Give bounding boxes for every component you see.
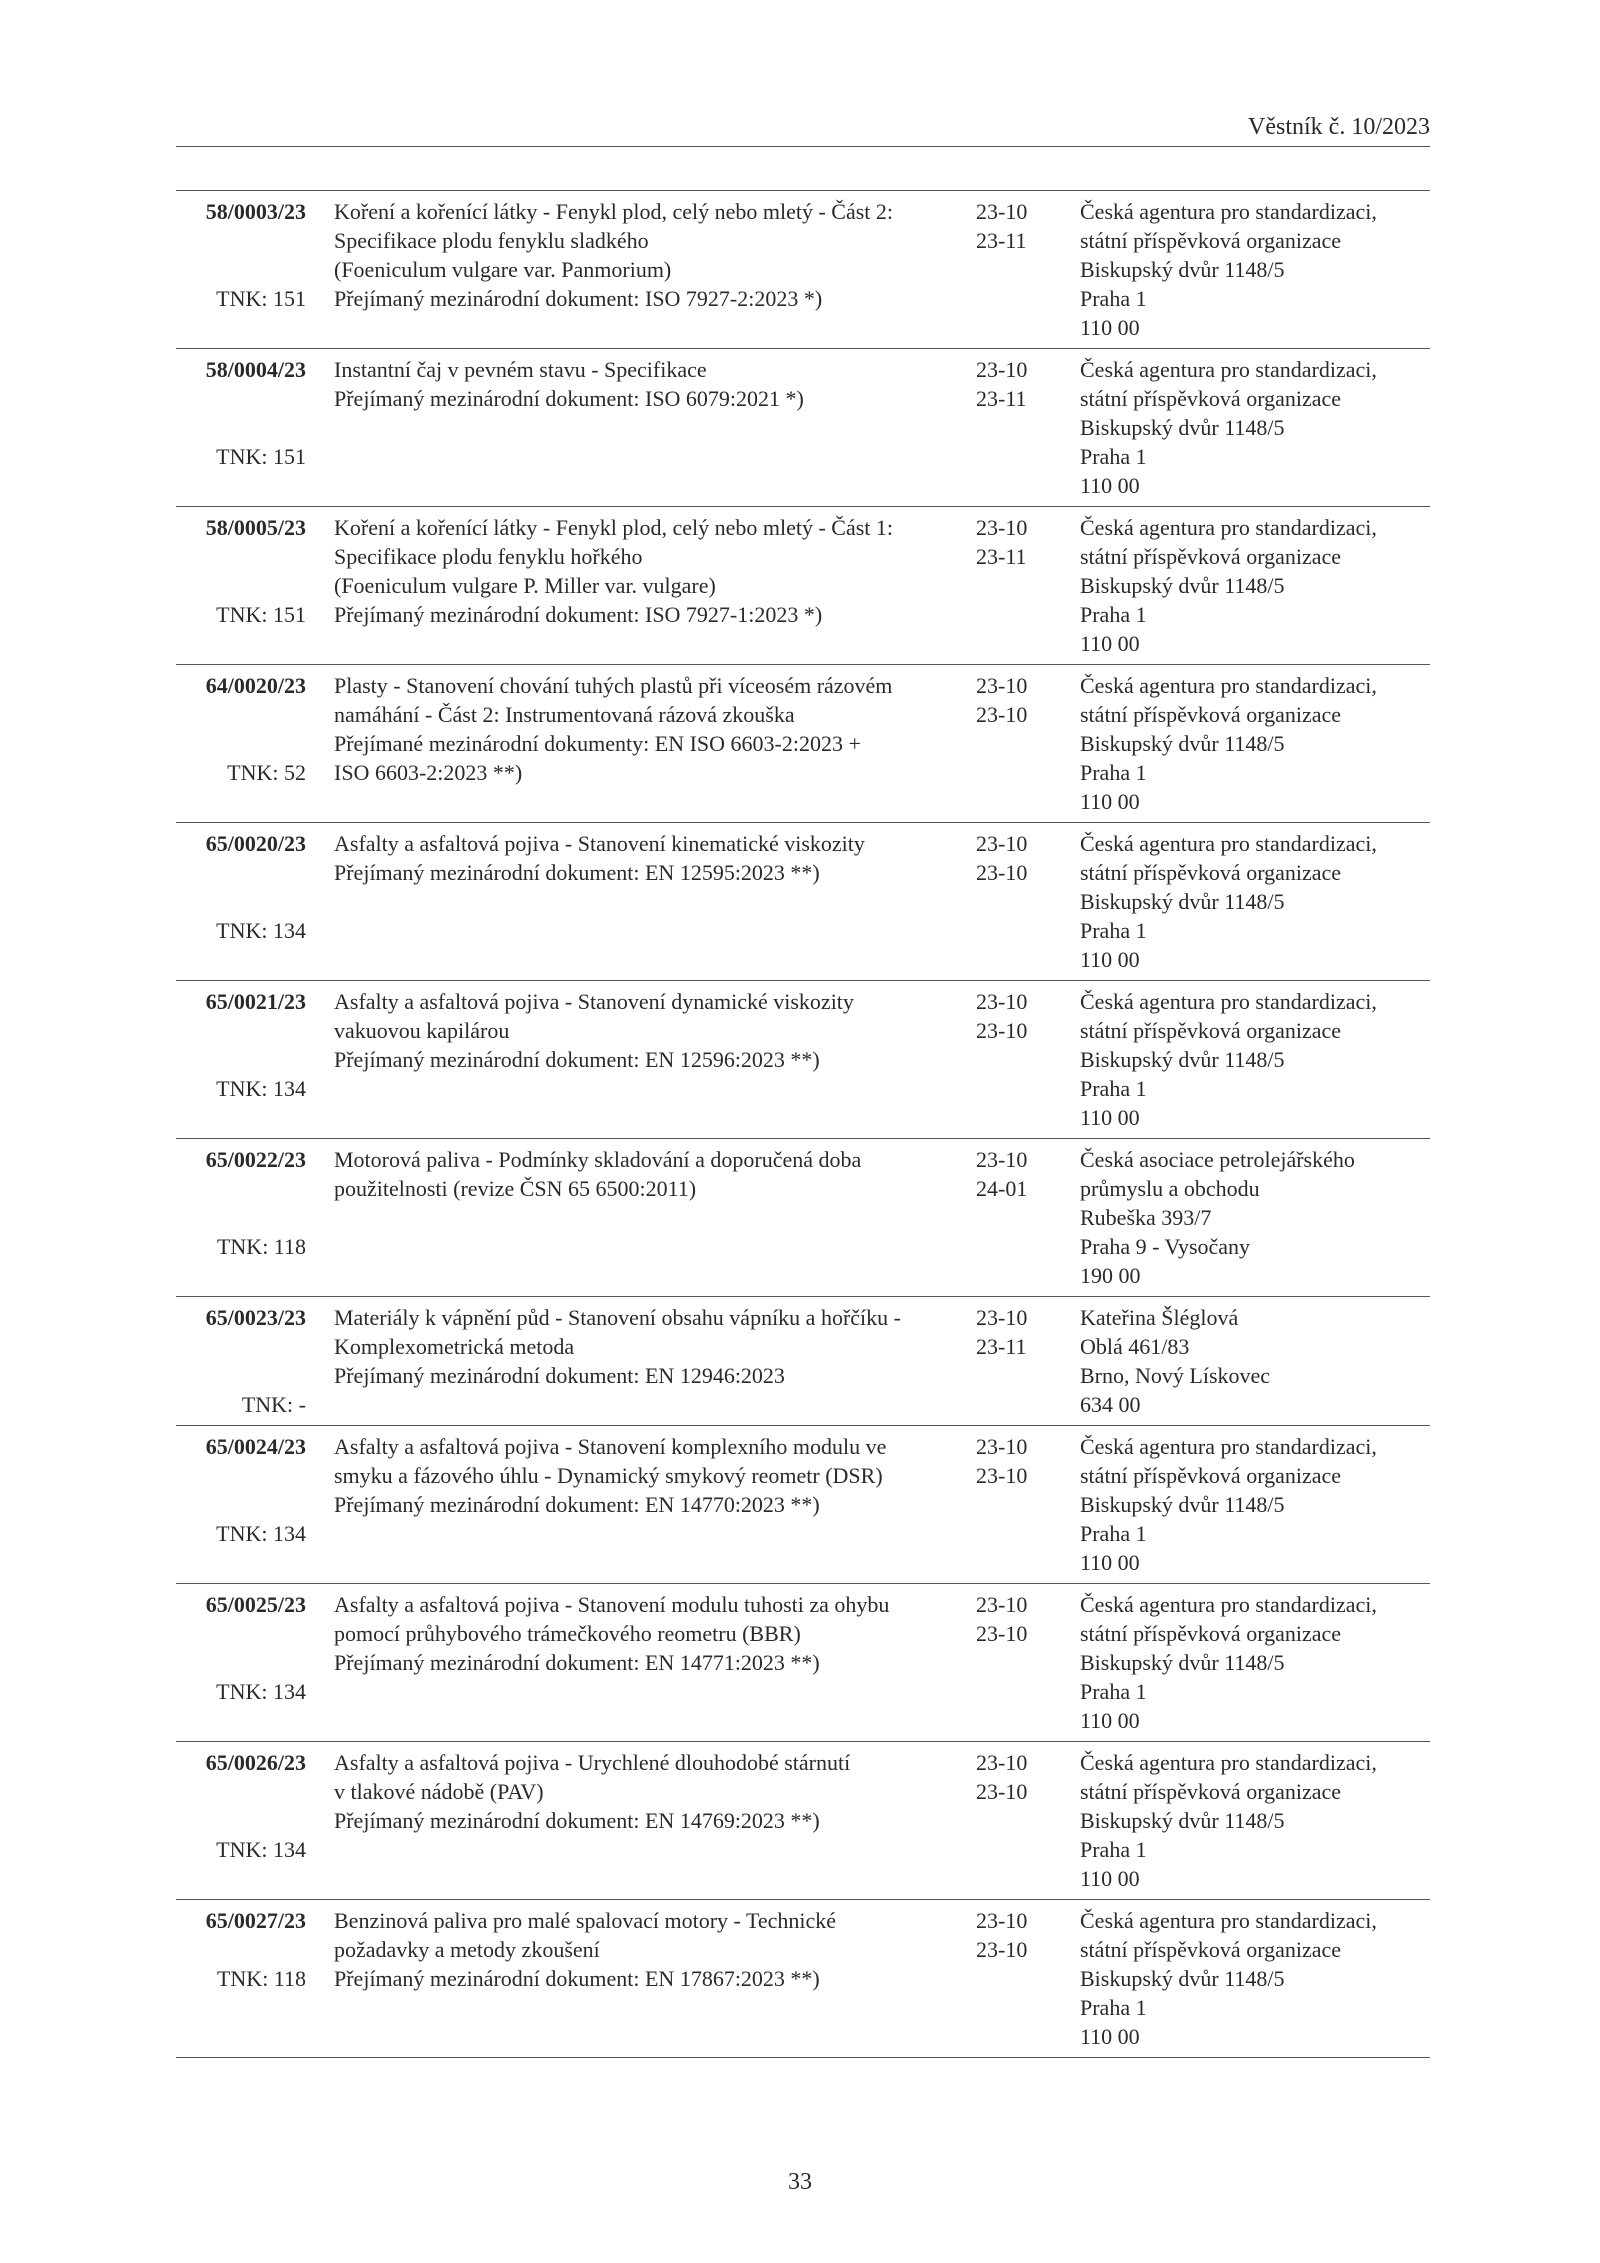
title-line: Přejímaný mezinárodní dokument: EN 17867:2023 **) xyxy=(334,1966,820,1991)
entry-title-cell xyxy=(306,355,972,500)
title-line: Asfalty a asfaltová pojiva - Stanovení komplexního modulu ve xyxy=(334,1434,887,1459)
title-line: Přejímaný mezinárodní dokument: EN 14770:2023 **) xyxy=(334,1492,820,1517)
organization-line: Praha 1 xyxy=(1080,1679,1147,1704)
entry-organization-cell xyxy=(1056,1590,1430,1735)
title-line: Přejímaný mezinárodní dokument: ISO 6079:2021 *) xyxy=(334,386,804,411)
entry-id-cell xyxy=(176,1432,306,1577)
entry-title-cell xyxy=(306,1906,972,2051)
organization-line: Praha 9 - Vysočany xyxy=(1080,1234,1251,1259)
entry-organization-cell xyxy=(1056,1906,1430,2051)
title-line: Přejímaný mezinárodní dokument: EN 12595:2023 **) xyxy=(334,860,820,885)
organization-line: Biskupský dvůr 1148/5 xyxy=(1080,1650,1285,1675)
table-row xyxy=(176,190,1430,348)
title-line: ISO 6603-2:2023 **) xyxy=(334,760,523,785)
tnk-label: TNK: 134 xyxy=(216,1679,306,1704)
entry-number: 58/0003/23 xyxy=(205,199,306,224)
organization-line: 110 00 xyxy=(1080,2024,1140,2049)
title-line: Asfalty a asfaltová pojiva - Stanovení dynamické viskozity xyxy=(334,989,854,1014)
organization-line: Česká agentura pro standardizaci, xyxy=(1080,1908,1377,1933)
title-line: Komplexometrická metoda xyxy=(334,1334,575,1359)
entry-organization-cell xyxy=(1056,829,1430,974)
entry-id-cell xyxy=(176,987,306,1132)
organization-line: Rubeška 393/7 xyxy=(1080,1205,1212,1230)
organization-line: 110 00 xyxy=(1080,789,1140,814)
title-line: smyku a fázového úhlu - Dynamický smykový reometr (DSR) xyxy=(334,1463,883,1488)
entry-id-cell xyxy=(176,1748,306,1893)
title-line: namáhání - Část 2: Instrumentovaná rázová zkouška xyxy=(334,702,795,727)
entry-title-cell xyxy=(306,1303,972,1419)
entry-organization-cell xyxy=(1056,671,1430,816)
organization-line: Česká agentura pro standardizaci, xyxy=(1080,831,1377,856)
date-value: 23-11 xyxy=(976,1334,1027,1359)
title-line: Asfalty a asfaltová pojiva - Stanovení modulu tuhosti za ohybu xyxy=(334,1592,890,1617)
date-value: 23-10 xyxy=(976,1750,1028,1775)
organization-line: 110 00 xyxy=(1080,947,1140,972)
entry-organization-cell xyxy=(1056,197,1430,342)
entry-number: 65/0027/23 xyxy=(205,1908,306,1933)
table-row xyxy=(176,1425,1430,1583)
organization-line: Česká agentura pro standardizaci, xyxy=(1080,1750,1377,1775)
journal-title: Věstník č. 10/2023 xyxy=(1248,114,1430,140)
tnk-label: TNK: 134 xyxy=(216,918,306,943)
title-line: Specifikace plodu fenyklu sladkého xyxy=(334,228,649,253)
entry-number: 65/0021/23 xyxy=(205,989,306,1014)
table-row xyxy=(176,1583,1430,1741)
entry-organization-cell xyxy=(1056,1432,1430,1577)
date-value: 23-10 xyxy=(976,1592,1028,1617)
entry-id-cell xyxy=(176,197,306,342)
entry-title-cell xyxy=(306,197,972,342)
organization-line: státní příspěvková organizace xyxy=(1080,1779,1342,1804)
tnk-label: TNK: 118 xyxy=(216,1234,306,1259)
title-line: Přejímané mezinárodní dokumenty: EN ISO 6603-2:2023 + xyxy=(334,731,861,756)
organization-line: Česká agentura pro standardizaci, xyxy=(1080,989,1377,1014)
title-line: Instantní čaj v pevném stavu - Specifikace xyxy=(334,357,707,382)
organization-line: státní příspěvková organizace xyxy=(1080,1463,1342,1488)
organization-line: Biskupský dvůr 1148/5 xyxy=(1080,1808,1285,1833)
entry-id-cell xyxy=(176,671,306,816)
tnk-label: TNK: 151 xyxy=(216,286,306,311)
title-line: Asfalty a asfaltová pojiva - Stanovení kinematické viskozity xyxy=(334,831,865,856)
entry-dates-cell xyxy=(972,1303,1056,1419)
organization-line: Praha 1 xyxy=(1080,602,1147,627)
date-value: 23-10 xyxy=(976,1621,1028,1646)
title-line: Koření a kořenící látky - Fenykl plod, celý nebo mletý - Část 1: xyxy=(334,515,894,540)
entry-dates-cell xyxy=(972,1906,1056,2051)
entry-title-cell xyxy=(306,1432,972,1577)
entry-dates-cell xyxy=(972,1590,1056,1735)
organization-line: Česká agentura pro standardizaci, xyxy=(1080,1434,1377,1459)
title-line: vakuovou kapilárou xyxy=(334,1018,510,1043)
entry-number: 65/0024/23 xyxy=(205,1434,306,1459)
title-line: požadavky a metody zkoušení xyxy=(334,1937,600,1962)
entry-organization-cell xyxy=(1056,987,1430,1132)
organization-line: Biskupský dvůr 1148/5 xyxy=(1080,889,1285,914)
entry-number: 64/0020/23 xyxy=(205,673,306,698)
entry-title-cell xyxy=(306,671,972,816)
standards-table xyxy=(176,190,1430,2058)
organization-line: 110 00 xyxy=(1080,1866,1140,1891)
entry-title-cell xyxy=(306,987,972,1132)
entry-id-cell xyxy=(176,1906,306,2051)
tnk-label: TNK: 151 xyxy=(216,602,306,627)
organization-line: Biskupský dvůr 1148/5 xyxy=(1080,1047,1285,1072)
organization-line: Česká agentura pro standardizaci, xyxy=(1080,673,1377,698)
organization-line: Biskupský dvůr 1148/5 xyxy=(1080,257,1285,282)
organization-line: 634 00 xyxy=(1080,1392,1141,1417)
entry-dates-cell xyxy=(972,671,1056,816)
organization-line: Biskupský dvůr 1148/5 xyxy=(1080,731,1285,756)
title-line: Přejímaný mezinárodní dokument: EN 14771:2023 **) xyxy=(334,1650,820,1675)
date-value: 23-11 xyxy=(976,386,1027,411)
table-row xyxy=(176,664,1430,822)
entry-number: 58/0004/23 xyxy=(205,357,306,382)
entry-id-cell xyxy=(176,1590,306,1735)
entry-number: 65/0025/23 xyxy=(205,1592,306,1617)
date-value: 23-10 xyxy=(976,1305,1028,1330)
entry-title-cell xyxy=(306,513,972,658)
organization-line: státní příspěvková organizace xyxy=(1080,1018,1342,1043)
organization-line: státní příspěvková organizace xyxy=(1080,386,1342,411)
date-value: 23-10 xyxy=(976,989,1028,1014)
organization-line: Česká agentura pro standardizaci, xyxy=(1080,515,1377,540)
title-line: Přejímaný mezinárodní dokument: EN 12596:2023 **) xyxy=(334,1047,820,1072)
entry-organization-cell xyxy=(1056,1303,1430,1419)
entry-organization-cell xyxy=(1056,1145,1430,1290)
page-header xyxy=(176,112,1430,142)
header-divider xyxy=(176,146,1430,147)
title-line: (Foeniculum vulgare var. Panmorium) xyxy=(334,257,672,282)
organization-line: 110 00 xyxy=(1080,631,1140,656)
table-row xyxy=(176,822,1430,980)
table-row xyxy=(176,1741,1430,1899)
date-value: 24-01 xyxy=(976,1176,1028,1201)
date-value: 23-10 xyxy=(976,673,1028,698)
organization-line: Praha 1 xyxy=(1080,286,1147,311)
entry-number: 65/0022/23 xyxy=(205,1147,306,1172)
entry-number: 58/0005/23 xyxy=(205,515,306,540)
date-value: 23-10 xyxy=(976,1018,1028,1043)
organization-line: Česká asociace petrolejářského xyxy=(1080,1147,1355,1172)
organization-line: 190 00 xyxy=(1080,1263,1141,1288)
organization-line: Praha 1 xyxy=(1080,918,1147,943)
entry-title-cell xyxy=(306,829,972,974)
entry-organization-cell xyxy=(1056,355,1430,500)
organization-line: 110 00 xyxy=(1080,1550,1140,1575)
organization-line: Biskupský dvůr 1148/5 xyxy=(1080,415,1285,440)
title-line: (Foeniculum vulgare P. Miller var. vulgare) xyxy=(334,573,716,598)
date-value: 23-10 xyxy=(976,1434,1028,1459)
organization-line: Česká agentura pro standardizaci, xyxy=(1080,357,1377,382)
title-line: Materiály k vápnění půd - Stanovení obsahu vápníku a hořčíku - xyxy=(334,1305,901,1330)
organization-line: Brno, Nový Lískovec xyxy=(1080,1363,1271,1388)
entry-title-cell xyxy=(306,1748,972,1893)
organization-line: Biskupský dvůr 1148/5 xyxy=(1080,573,1285,598)
entry-title-cell xyxy=(306,1590,972,1735)
entry-id-cell xyxy=(176,513,306,658)
date-value: 23-10 xyxy=(976,1463,1028,1488)
title-line: Přejímaný mezinárodní dokument: EN 14769:2023 **) xyxy=(334,1808,820,1833)
date-value: 23-10 xyxy=(976,1937,1028,1962)
organization-line: státní příspěvková organizace xyxy=(1080,544,1342,569)
organization-line: Praha 1 xyxy=(1080,760,1147,785)
entry-dates-cell xyxy=(972,987,1056,1132)
organization-line: 110 00 xyxy=(1080,1105,1140,1130)
entry-number: 65/0020/23 xyxy=(205,831,306,856)
organization-line: státní příspěvková organizace xyxy=(1080,860,1342,885)
title-line: v tlakové nádobě (PAV) xyxy=(334,1779,544,1804)
entry-dates-cell xyxy=(972,197,1056,342)
entry-dates-cell xyxy=(972,1432,1056,1577)
organization-line: Biskupský dvůr 1148/5 xyxy=(1080,1966,1285,1991)
table-row xyxy=(176,348,1430,506)
date-value: 23-10 xyxy=(976,860,1028,885)
table-row xyxy=(176,506,1430,664)
entry-title-cell xyxy=(306,1145,972,1290)
table-row xyxy=(176,1138,1430,1296)
date-value: 23-10 xyxy=(976,831,1028,856)
title-line: pomocí průhybového trámečkového reometru (BBR) xyxy=(334,1621,801,1646)
date-value: 23-10 xyxy=(976,199,1028,224)
title-line: Přejímaný mezinárodní dokument: ISO 7927-2:2023 *) xyxy=(334,286,823,311)
organization-line: státní příspěvková organizace xyxy=(1080,702,1342,727)
organization-line: 110 00 xyxy=(1080,473,1140,498)
tnk-label: TNK: 52 xyxy=(227,760,306,785)
date-value: 23-10 xyxy=(976,702,1028,727)
organization-line: průmyslu a obchodu xyxy=(1080,1176,1260,1201)
entry-number: 65/0026/23 xyxy=(205,1750,306,1775)
title-line: Přejímaný mezinárodní dokument: EN 12946:2023 xyxy=(334,1363,785,1388)
date-value: 23-11 xyxy=(976,228,1027,253)
organization-line: státní příspěvková organizace xyxy=(1080,1621,1342,1646)
tnk-label: TNK: 134 xyxy=(216,1076,306,1101)
organization-line: státní příspěvková organizace xyxy=(1080,1937,1342,1962)
organization-line: Kateřina Šléglová xyxy=(1080,1305,1239,1330)
organization-line: 110 00 xyxy=(1080,1708,1140,1733)
date-value: 23-10 xyxy=(976,1779,1028,1804)
title-line: Motorová paliva - Podmínky skladování a doporučená doba xyxy=(334,1147,862,1172)
organization-line: Biskupský dvůr 1148/5 xyxy=(1080,1492,1285,1517)
organization-line: Praha 1 xyxy=(1080,1076,1147,1101)
organization-line: 110 00 xyxy=(1080,315,1140,340)
table-row xyxy=(176,1899,1430,2058)
organization-line: Česká agentura pro standardizaci, xyxy=(1080,199,1377,224)
title-line: Plasty - Stanovení chování tuhých plastů při víceosém rázovém xyxy=(334,673,893,698)
entry-id-cell xyxy=(176,829,306,974)
entry-dates-cell xyxy=(972,1145,1056,1290)
entry-organization-cell xyxy=(1056,1748,1430,1893)
title-line: Asfalty a asfaltová pojiva - Urychlené dlouhodobé stárnutí xyxy=(334,1750,851,1775)
date-value: 23-10 xyxy=(976,515,1028,540)
tnk-label: TNK: 118 xyxy=(216,1966,306,1991)
title-line: Koření a kořenící látky - Fenykl plod, celý nebo mletý - Část 2: xyxy=(334,199,894,224)
date-value: 23-10 xyxy=(976,1908,1028,1933)
organization-line: Praha 1 xyxy=(1080,1837,1147,1862)
organization-line: Praha 1 xyxy=(1080,444,1147,469)
date-value: 23-11 xyxy=(976,544,1027,569)
date-value: 23-10 xyxy=(976,1147,1028,1172)
organization-line: Praha 1 xyxy=(1080,1995,1147,2020)
date-value: 23-10 xyxy=(976,357,1028,382)
entry-dates-cell xyxy=(972,1748,1056,1893)
organization-line: Oblá 461/83 xyxy=(1080,1334,1190,1359)
title-line: Specifikace plodu fenyklu hořkého xyxy=(334,544,643,569)
organization-line: státní příspěvková organizace xyxy=(1080,228,1342,253)
tnk-label: TNK: 151 xyxy=(216,444,306,469)
entry-dates-cell xyxy=(972,513,1056,658)
tnk-label: TNK: 134 xyxy=(216,1837,306,1862)
entry-dates-cell xyxy=(972,355,1056,500)
entry-organization-cell xyxy=(1056,513,1430,658)
title-line: použitelnosti (revize ČSN 65 6500:2011) xyxy=(334,1176,697,1201)
organization-line: Praha 1 xyxy=(1080,1521,1147,1546)
tnk-label: TNK: 134 xyxy=(216,1521,306,1546)
entry-id-cell xyxy=(176,1145,306,1290)
table-row xyxy=(176,1296,1430,1425)
title-line: Přejímaný mezinárodní dokument: ISO 7927-1:2023 *) xyxy=(334,602,823,627)
entry-dates-cell xyxy=(972,829,1056,974)
table-row xyxy=(176,980,1430,1138)
entry-id-cell xyxy=(176,1303,306,1419)
organization-line: Česká agentura pro standardizaci, xyxy=(1080,1592,1377,1617)
entry-number: 65/0023/23 xyxy=(205,1305,306,1330)
title-line: Benzinová paliva pro malé spalovací motory - Technické xyxy=(334,1908,837,1933)
tnk-label: TNK: - xyxy=(241,1392,306,1417)
page-number: 33 xyxy=(788,2169,812,2195)
entry-id-cell xyxy=(176,355,306,500)
